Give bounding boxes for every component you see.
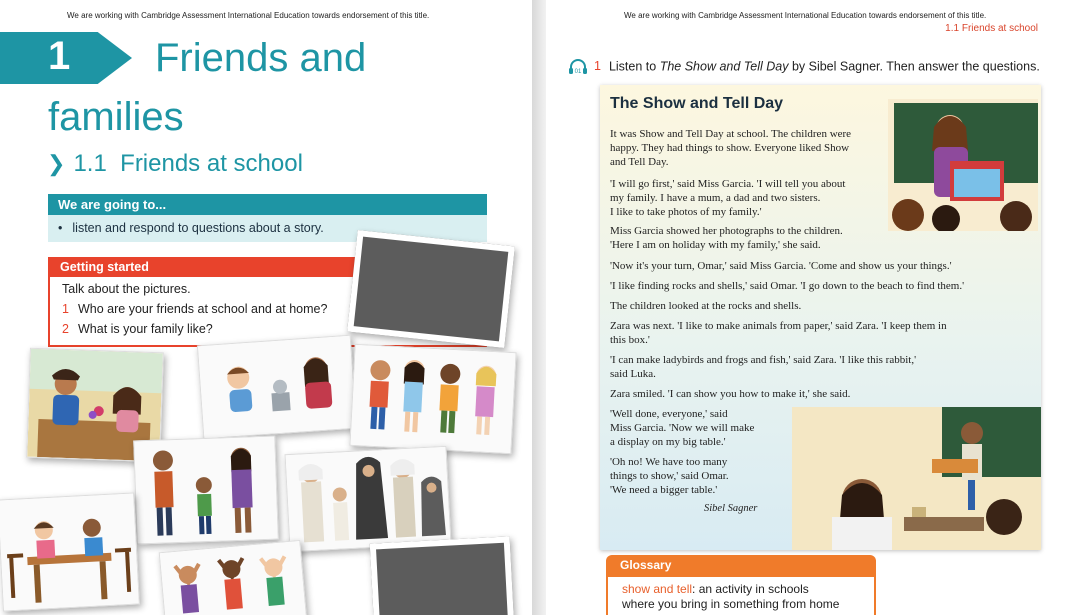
chapter-number: 1 [48,34,71,78]
story-paragraph: 'Well done, everyone,' said Miss Garcia. 'Now we will make a display on my big table.' [610,408,755,448]
photo-children-exercising [159,540,308,615]
endorsement-notice: We are working with Cambridge Assessment International Education towards endorsement of this title. [67,11,430,20]
photo-children-playing [197,335,357,440]
activity-number: 1 [594,59,601,74]
section-heading [47,150,303,178]
track-number: 01 [574,69,582,75]
right-page [546,0,1080,615]
activity-instruction: 01 1 Listen to The Show and Tell Day by Sibel Sagner. Then answer the questions. [568,58,1040,76]
question-1: 1 Who are your friends at school and at home? [62,302,328,316]
classroom-display-illustration [792,407,1041,550]
story-paragraph: Zara was next. 'I like to make animals from paper,' said Zara. 'I keep them in this box.' [610,320,947,346]
running-header: 1.1 Friends at school [945,23,1038,34]
glossary-definition: : an activity in schools [692,582,809,596]
story-paragraph: Miss Garcia showed her photographs to the children. 'Here I am on holiday with my family,' she said. [610,225,843,251]
section-title: Friends at school [120,150,303,177]
photo-placeholder [347,230,515,348]
story-paragraph: 'I will go first,' said Miss Garcia. 'I will tell you about my family. I have a mum, a dad and two sisters. I like to take photos of my family.' [610,178,846,218]
bullet-icon: • [58,221,63,235]
photo-placeholder [370,536,515,615]
story-paragraph: 'Now it's your turn, Omar,' said Miss Garcia. 'Come and show us your things.' [610,260,952,272]
photo-group-of-children [349,344,516,454]
photo-family-walking [133,436,279,545]
getting-started-heading: Getting started [48,257,487,277]
chapter-title-line1: Friends and [155,36,367,80]
teacher-illustration [888,99,1038,231]
audio-track-icon[interactable] [568,58,588,76]
goal-item: listen and respond to questions about a story. [72,221,324,235]
story-paragraph: It was Show and Tell Day at school. The children were happy. They had things to show. Everyone liked Show and Tell Day. [610,128,852,168]
question-2: 2 What is your family like? [62,322,213,336]
getting-started-intro: Talk about the pictures. [62,282,191,296]
left-page [0,0,532,615]
glossary-term: show and tell [622,582,693,596]
story-paragraph: 'Oh no! We have too many things to show,' said Omar. 'We need a bigger table.' [610,456,729,496]
glossary-definition-continued: where you bring in something from home [622,597,840,611]
story-paragraph: The children looked at the rocks and shells. [610,300,802,312]
glossary-box [606,575,876,615]
book-gutter [532,0,546,615]
chapter-title-line2: families [48,95,184,139]
photo-extended-family [285,446,452,552]
story-title: The Show and Tell Day [610,95,784,112]
photo-friends-at-table [0,492,140,611]
story-paragraph: 'I can make ladybirds and frogs and fish,' said Zara. 'I like this rabbit,' said Luka. [610,354,917,380]
glossary-heading: Glossary [606,555,876,575]
story-paragraph: Zara smiled. 'I can show you how to make it,' she said. [610,388,851,400]
endorsement-notice: We are working with Cambridge Assessment International Education towards endorsement of this title. [624,11,987,20]
chevron-right-icon: ❯ [47,151,66,176]
goals-heading: We are going to... [48,194,487,215]
section-number: 1.1 [73,150,107,177]
story-author: Sibel Sagner [704,503,758,514]
story-paragraph: 'I like finding rocks and shells,' said Omar. 'I go down to the beach to find them.' [610,280,965,292]
story-panel [600,85,1041,550]
story-title-ref: The Show and Tell Day [659,59,789,74]
